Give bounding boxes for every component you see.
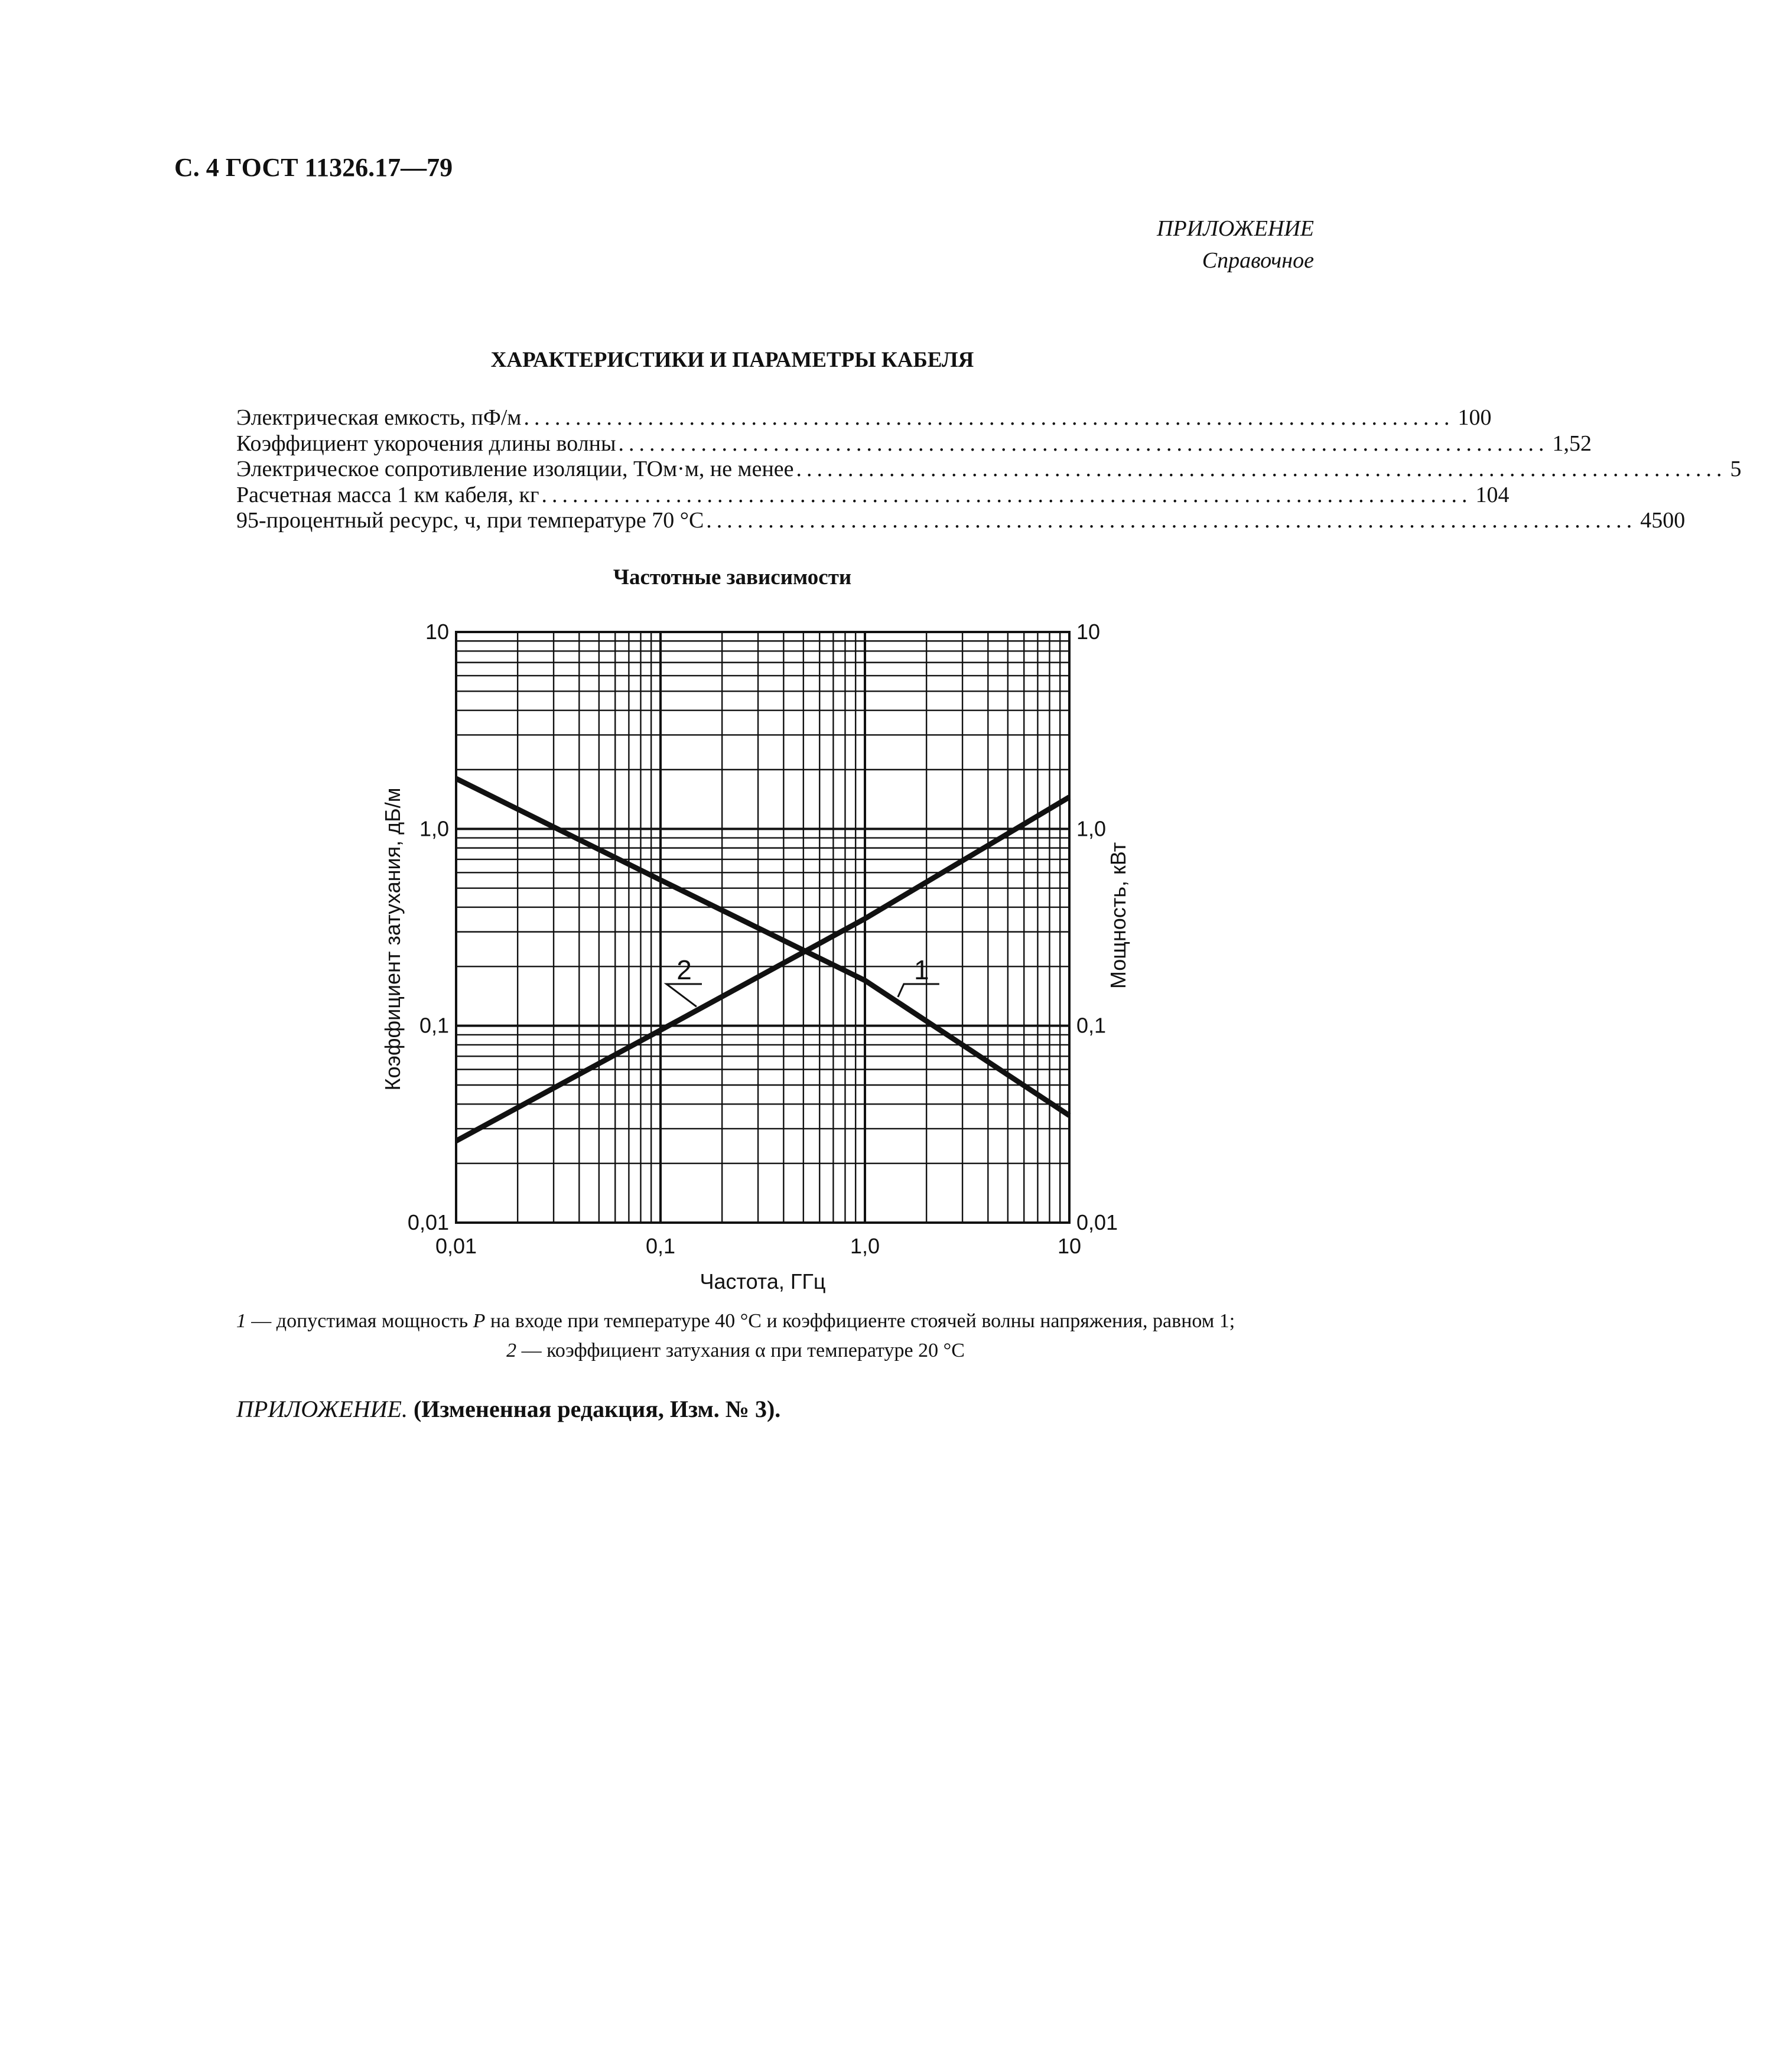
y-axis-label-right: Мощность, кВт [1106,842,1130,989]
dot-leader: .......................................................................................... [541,482,1472,507]
legend-item-2 [142,1336,1329,1366]
y-tick-label-left: 0,1 [419,1013,449,1038]
legend-text: — допустимая мощность [246,1310,473,1332]
dot-leader: .......................................................................................... [796,457,1727,481]
legend-text: на входе при температуре 40 °С и коэффициенте стоячей волны напряжения, равном 1; [485,1310,1235,1332]
y-tick-label-right: 1,0 [1076,816,1107,841]
x-tick-label: 10 [1057,1234,1082,1258]
parameter-value: 4500 [1640,508,1686,533]
legend-number: 2 [506,1340,517,1361]
y-axis-label-left: Коэффициент затухания, дБ/м [380,787,405,1091]
chart-labels [408,620,1118,1258]
legend-variable: P [473,1310,486,1332]
x-tick-label: 1,0 [850,1234,880,1258]
section-title: ХАРАКТЕРИСТИКИ И ПАРАМЕТРЫ КАБЕЛЯ [490,348,974,372]
dot-leader: .......................................................................................... [523,405,1455,430]
y-tick-label-right: 10 [1076,620,1101,644]
parameter-label: Коэффициент укорочения длины волны [236,431,616,456]
legend-text: — коэффициент затухания α при температуре 20 °С [516,1340,965,1361]
chart-legend [142,1307,1329,1366]
series-label-leader [666,984,702,1006]
appendix-title: ПРИЛОЖЕНИЕ [1157,216,1314,241]
revision-note [236,1395,780,1423]
legend-item-1 [142,1307,1329,1336]
revision-note-text: (Измененная редакция, Изм. № 3). [407,1396,781,1422]
series-label-leader [898,984,939,997]
parameter-value: 5 [1730,457,1742,481]
x-tick-label: 0,1 [645,1234,676,1258]
page-header: С. 4 ГОСТ 11326.17—79 [174,153,453,182]
chart-series [456,778,1069,1141]
parameter-label: Расчетная масса 1 км кабеля, кг [236,482,539,507]
parameter-value: 104 [1475,482,1510,507]
y-tick-label-left: 1,0 [419,816,449,841]
y-tick-label-left: 0,01 [407,1210,449,1234]
y-tick-label-right: 0,1 [1076,1013,1107,1038]
dot-leader: .......................................................................................... [706,508,1637,533]
x-tick-label: 0,01 [435,1234,477,1258]
appendix-subtitle: Справочное [1202,248,1314,273]
parameter-label: Электрическое сопротивление изоляции, ТОм·м, не менее [236,457,794,481]
chart-title: Частотные зависимости [613,565,852,589]
x-axis-label: Частота, ГГц [700,1269,826,1294]
revision-note-label: ПРИЛОЖЕНИЕ. [236,1396,408,1422]
series-label: 2 [676,954,692,985]
parameter-value: 1,52 [1552,431,1592,456]
parameter-value: 100 [1458,405,1492,430]
parameter-label: Электрическая емкость, пФ/м [236,405,522,430]
legend-number: 1 [236,1310,246,1332]
parameter-label: 95-процентный ресурс, ч, при температуре 70 °С [236,508,704,533]
dot-leader: .......................................................................................... [618,431,1549,456]
series-label: 1 [914,954,929,985]
y-tick-label-right: 0,01 [1076,1210,1118,1234]
y-tick-label-left: 10 [425,620,449,644]
